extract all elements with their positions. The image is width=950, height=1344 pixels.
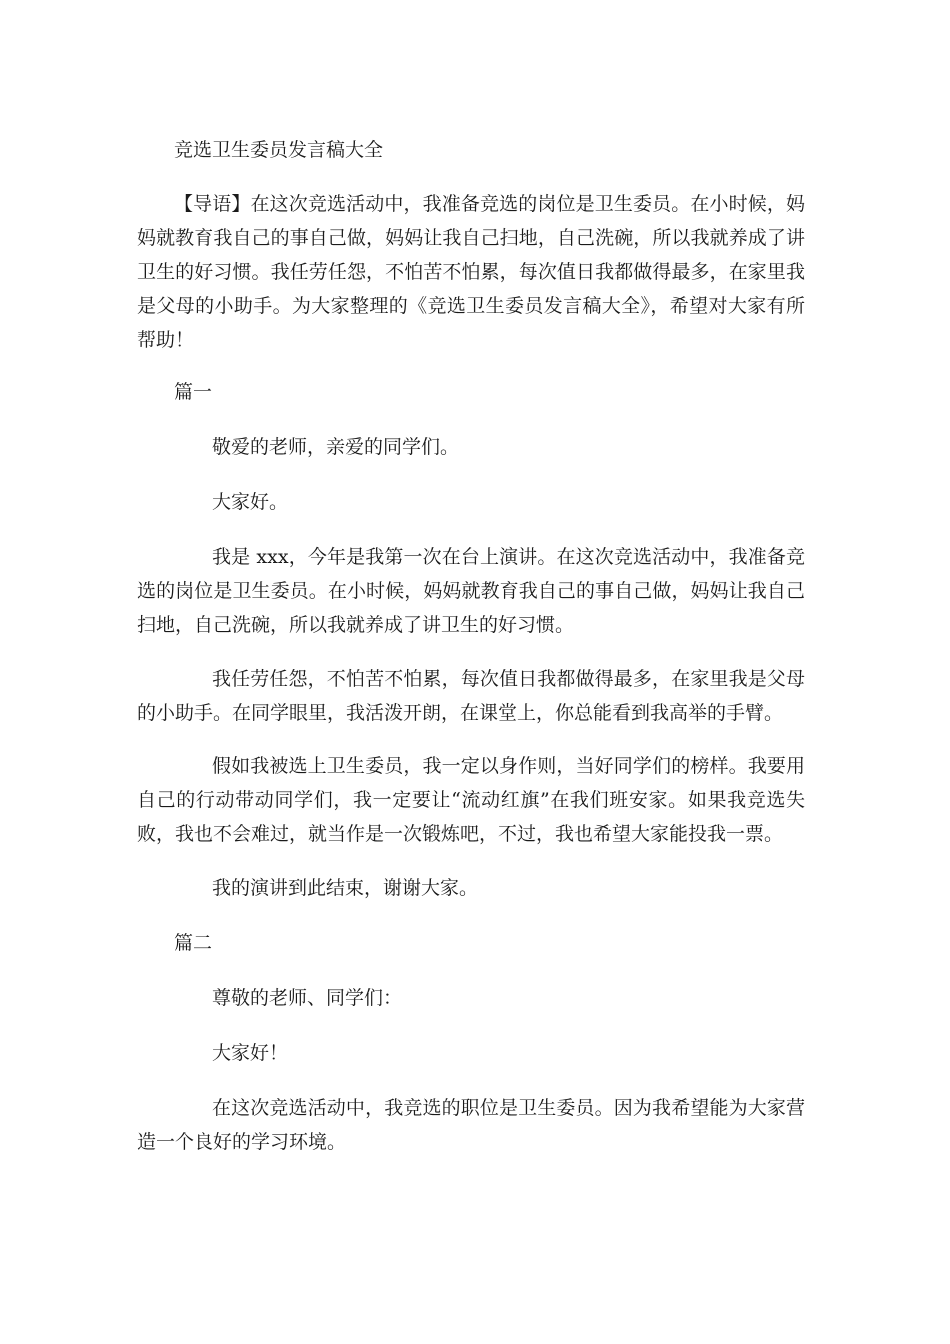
greeting: 大家好！ (212, 1042, 289, 1064)
greeting: 大家好。 (212, 491, 289, 513)
intro-line: 帮助！ (137, 329, 195, 351)
paragraph-line: 在这次竞选活动中，我竞选的职位是卫生委员。因为我希望能为大家营 (212, 1097, 805, 1119)
paragraph-line: 选的岗位是卫生委员。在小时候，妈妈就教育我自己的事自己做，妈妈让我自己 (137, 580, 805, 602)
intro-line: 【导语】在这次竞选活动中，我准备竞选的岗位是卫生委员。在小时候，妈 (174, 193, 805, 215)
paragraph-line: 自己的行动带动同学们，我一定要让“流动红旗”在我们班安家。如果我竞选失 (137, 789, 805, 811)
intro-line: 妈就教育我自己的事自己做，妈妈让我自己扫地，自己洗碗，所以我就养成了讲 (137, 227, 805, 249)
salutation: 敬爱的老师，亲爱的同学们。 (212, 436, 460, 458)
closing-line: 我的演讲到此结束，谢谢大家。 (212, 877, 479, 899)
paragraph-line: 造一个良好的学习环境。 (137, 1131, 347, 1153)
paragraph-line: 我是 xxx，今年是我第一次在台上演讲。在这次竞选活动中，我准备竞 (212, 546, 805, 568)
paragraph-line: 的小助手。在同学眼里，我活泼开朗，在课堂上，你总能看到我高举的手臂。 (137, 702, 784, 724)
section-heading: 篇一 (174, 381, 213, 403)
paragraph-line: 我任劳任怨，不怕苦不怕累，每次值日我都做得最多，在家里我是父母 (212, 668, 805, 690)
document-title: 竞选卫生委员发言稿大全 (174, 139, 384, 161)
intro-line: 是父母的小助手。为大家整理的《竞选卫生委员发言稿大全》，希望对大家有所 (137, 295, 805, 317)
salutation: 尊敬的老师、同学们： (212, 987, 403, 1009)
paragraph-line: 败，我也不会难过，就当作是一次锻炼吧，不过，我也希望大家能投我一票。 (137, 823, 784, 845)
paragraph-line: 假如我被选上卫生委员，我一定以身作则，当好同学们的榜样。我要用 (212, 755, 805, 777)
paragraph-line: 扫地，自己洗碗，所以我就养成了讲卫生的好习惯。 (137, 614, 575, 636)
intro-line: 卫生的好习惯。我任劳任怨，不怕苦不怕累，每次值日我都做得最多，在家里我 (137, 261, 805, 283)
section-heading: 篇二 (174, 932, 213, 954)
